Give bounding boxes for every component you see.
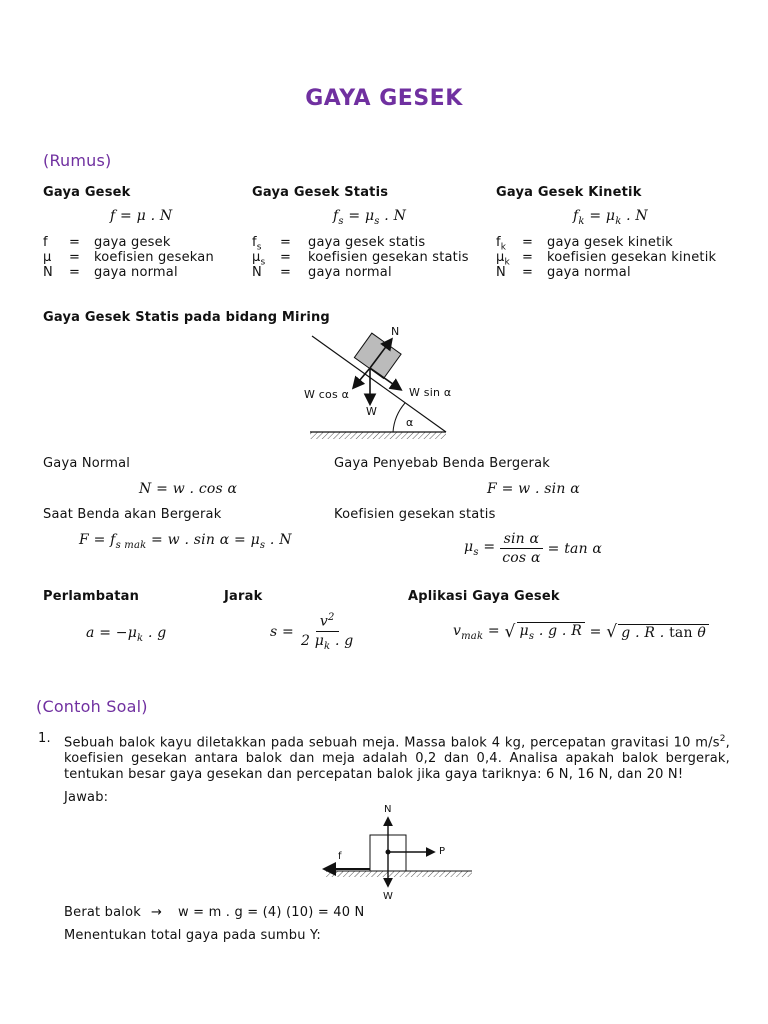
perlambatan-heading: Perlambatan — [43, 589, 140, 604]
wsin-label: W sin α — [409, 386, 452, 399]
ground-hatch — [310, 432, 446, 439]
def-symbol: μ — [43, 250, 52, 265]
saat-benda-label: Saat Benda akan Bergerak — [43, 507, 222, 522]
jarak-heading: Jarak — [224, 589, 263, 604]
formula-perlambatan: $a = -\mu_k$ . g — [86, 625, 167, 644]
def-description: koefisien gesekan statis — [308, 250, 469, 265]
formula-koefisien-statis: $\mu_s$ = $\frac{\text{sin α}}{\text{cos α}}$ = tan α — [464, 531, 603, 566]
problem-text-part1: Sebuah balok kayu diletakkan pada sebuah meja. Massa balok 4 kg, percepatan gravitasi 10 m/s — [64, 735, 720, 751]
block-weight-label: W — [383, 891, 394, 902]
def-equals: = — [69, 235, 81, 250]
def-subscript: s — [260, 257, 266, 268]
total-gaya-label: Menentukan total gaya pada sumbu Y: — [64, 928, 321, 943]
incline-heading: Gaya Gesek Statis pada bidang Miring — [43, 310, 330, 325]
def-description: gaya normal — [308, 265, 392, 280]
def-symbol: N — [43, 265, 53, 280]
def-subscript: k — [500, 242, 507, 253]
def-description: gaya normal — [94, 265, 178, 280]
block-normal-label: N — [384, 804, 392, 815]
contoh-soal-heading: (Contoh Soal) — [36, 697, 148, 716]
alpha-label: α — [406, 416, 414, 429]
rumus-heading: (Rumus) — [43, 151, 112, 170]
def-equals: = — [522, 250, 534, 265]
berat-label: Berat balok — [64, 905, 141, 920]
table-hatch — [326, 871, 472, 877]
berat-equation: w = m . g = (4) (10) = 40 N — [178, 905, 365, 920]
formula-aplikasi: $v_{mak}$ = √ $\mu_s$ . g . R = √ g . R . tan θ — [453, 622, 709, 642]
problem-number: 1. — [38, 731, 51, 746]
aplikasi-heading: Aplikasi Gaya Gesek — [408, 589, 560, 604]
page-title: GAYA GESEK — [305, 86, 463, 111]
gaya-gesek-kinetik-heading: Gaya Gesek Kinetik — [496, 185, 642, 200]
formula-gaya-gesek: f = μ . N — [110, 208, 173, 224]
angle-arc — [393, 403, 405, 432]
koefisien-statis-label: Koefisien gesekan statis — [334, 507, 496, 522]
block-pull-label: P — [439, 846, 446, 857]
def-description: gaya gesek — [94, 235, 171, 250]
problem-text-part2: , koefisien gesekan antara balok dan meja adalah 0,2 dan 0,4. Analisa apakah balok bergerak, tentukan besar gaya gesekan dan percepatan balok jika gaya tariknya: 6 N, 16 N, dan 20 N! — [64, 735, 730, 783]
problem-superscript: 2 — [719, 734, 726, 744]
incline-diagram — [290, 318, 470, 448]
def-description: koefisien gesekan kinetik — [547, 250, 717, 265]
weight-label: W — [366, 405, 378, 418]
block-diagram — [320, 798, 480, 902]
def-equals: = — [280, 265, 292, 280]
gaya-normal-label: Gaya Normal — [43, 456, 131, 471]
def-equals: = — [522, 265, 534, 280]
def-symbol: f — [43, 235, 48, 250]
def-symbol: f — [496, 235, 501, 250]
gaya-penyebab-label: Gaya Penyebab Benda Bergerak — [334, 456, 550, 471]
def-description: gaya gesek kinetik — [547, 235, 673, 250]
wcos-label: W cos α — [304, 388, 350, 401]
def-equals: = — [280, 250, 292, 265]
def-symbol: f — [252, 235, 257, 250]
gaya-gesek-heading: Gaya Gesek — [43, 185, 131, 200]
formula-saat-bergerak: $F = f_{s mak} = w$ . $\sin \alpha = \mu_s$ . N — [79, 532, 292, 551]
def-subscript: k — [504, 257, 510, 268]
def-description: gaya gesek statis — [308, 235, 426, 250]
problem-text — [64, 731, 730, 783]
def-description: koefisien gesekan — [94, 250, 214, 265]
def-equals: = — [69, 265, 81, 280]
jawab-label: Jawab: — [64, 790, 109, 805]
def-symbol: N — [252, 265, 262, 280]
def-subscript: s — [256, 242, 262, 253]
gaya-gesek-statis-heading: Gaya Gesek Statis — [252, 185, 389, 200]
def-symbol: μ — [252, 250, 261, 265]
berat-arrow: → — [151, 905, 163, 920]
def-description: gaya normal — [547, 265, 631, 280]
formula-gaya-penyebab: F = w . sin α — [487, 481, 580, 497]
formula-gaya-gesek-statis: $f_s = \mu_s$ . N — [333, 208, 407, 227]
formula-gaya-normal: N = w . cos α — [139, 481, 238, 497]
block-friction-label: f — [338, 851, 342, 862]
def-symbol: N — [496, 265, 506, 280]
def-equals: = — [280, 235, 292, 250]
formula-gaya-gesek-kinetik: $f_k = \mu_k$ . N — [573, 208, 648, 227]
def-equals: = — [522, 235, 534, 250]
wcos-arrow — [354, 368, 370, 387]
formula-jarak: s = $\frac{v^2}{2 \mu_k . g}$ — [270, 612, 354, 652]
def-symbol: μ — [496, 250, 505, 265]
normal-label: N — [391, 325, 400, 338]
def-equals: = — [69, 250, 81, 265]
